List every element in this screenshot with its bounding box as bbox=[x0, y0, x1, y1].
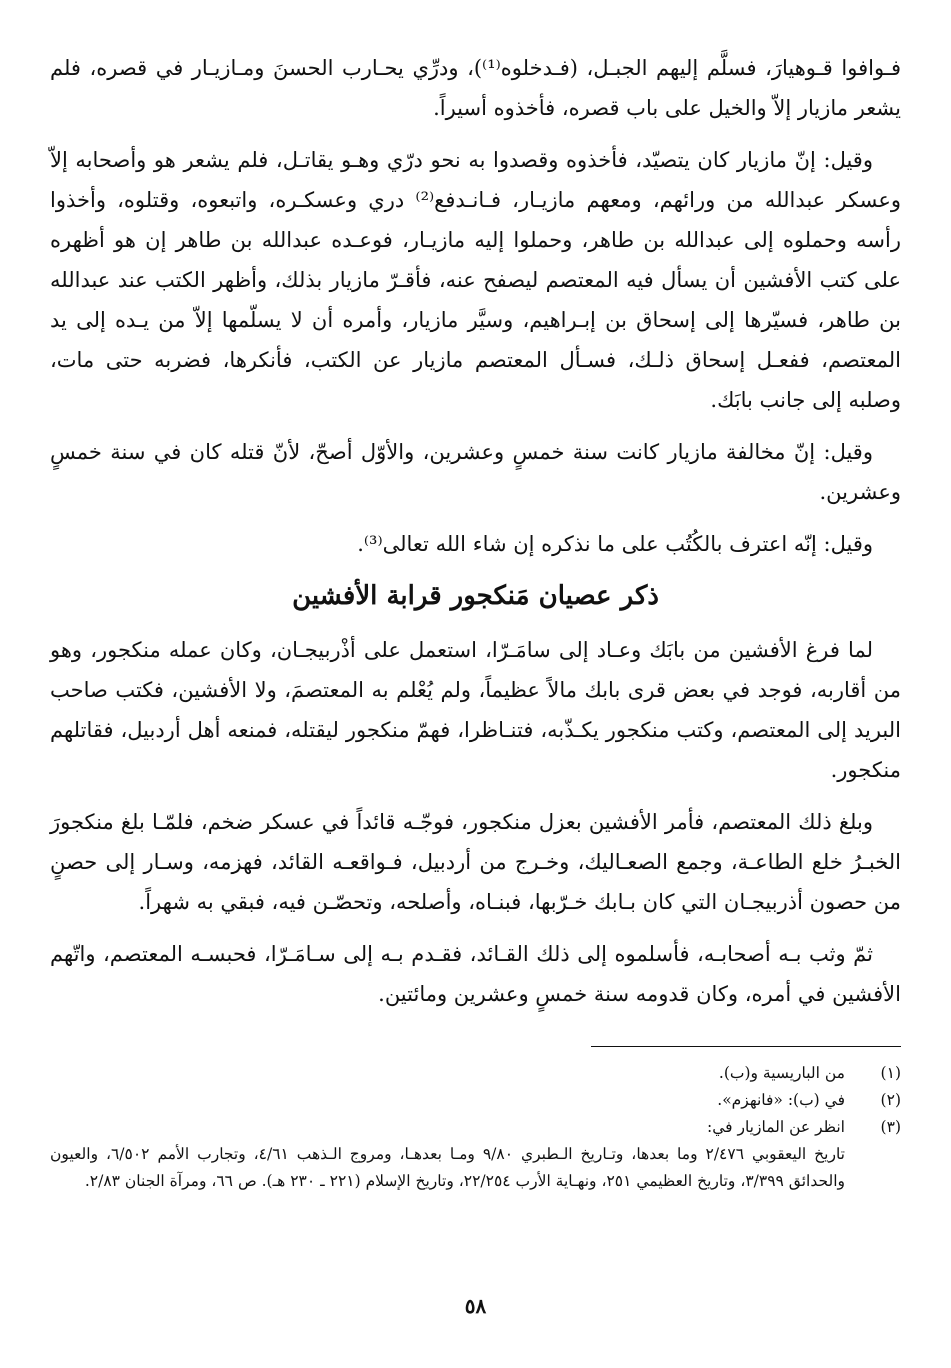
footnote-number: (٢) bbox=[880, 1091, 901, 1109]
paragraph: وقيل: إنّ مازيار كان يتصيّد، فأخذوه وقصدوا به نحو درّي وهـو يقاتـل، فلم يشعر هو وأصحابه إلاّ وعسكر عبدالله من ورائهم، ومعهم مازيـار، فـانـدفع⁽²⁾ دري وعسكـره، واتبعوه، وقتلوه، وأخذوا رأسه وحملوه إلى عبدالله بن طاهر، وحملوا إليه مازيـار، فوعـده عبدالله بن طاهر إن هو أظهره على كتب الأفشين أن يسأل فيه المعتصم ليصفح عنه، فأقـرّ مازيار بذلك، وأظهر الكتب عند عبدالله بن طاهر، فسيّرها إلى إسحاق بن إبـراهيم، وسيَّر مازيار، وأمره أن لا يسلّمها إلاّ من يـده إلى يد المعتصم، ففعـل إسحاق ذلـك، فسـأل المعتصم مازيار عن الكتب، فأنكرها، فضربه حتى مات، وصلبه إلى جانب بابَك. bbox=[50, 148, 901, 412]
footnotes bbox=[50, 1060, 901, 1195]
paragraph: وبلغ ذلك المعتصم، فأمر الأفشين بعزل منكجور، فوجّـه قائداً في عسكر ضخم، فلمّـا بلغ منكجورَ الخبـرُ خلع الطاعـة، وجمع الصعـاليك، وخـرج من أردبيل، فـواقعـه القائد، فهزمه، وسـار إلى حصنٍ من حصون أذربيجـان التي كان بـابك خـرّبها، فبنـاه، وأصلحه، وتحصّـن فيه، فبقي به شهراً. bbox=[50, 810, 901, 914]
page-number: ٥٨ bbox=[464, 1294, 487, 1318]
paragraph: فـوافوا قـوهيارَ، فسلَّم إليهم الجبـل، (فـدخلوه⁽¹⁾)، ودرِّي يحـارب الحسنَ ومـازيـار في قصره، فلم يشعر مازيار إلاّ والخيل على باب قصره، فأخذوه أسيراً. bbox=[50, 56, 901, 120]
footnote bbox=[50, 1060, 901, 1087]
footnote-text: في (ب): «فانهزم». bbox=[717, 1091, 845, 1109]
footnote-divider bbox=[591, 1046, 901, 1047]
footnote-sources: تاريخ اليعقوبي ٢/٤٧٦ وما بعدها، وتـاريخ الـطبري ٩/٨٠ ومـا بعدهـا، ومروج الـذهب ٤/٦١، وتجارب الأمم ٦/٥٠٢، والعيون والحدائق ٣/٣٩٩، وتاريخ العظيمي ٢٥١، ونهـاية الأرب ٢٢/٢٥٤، وتاريخ الإسلام (٢٢١ ـ ٢٣٠ هـ). ص ٦٦، ومرآة الجنان ٢/٨٣. bbox=[50, 1145, 845, 1190]
paragraph: وقيل: إنّه اعترف بالكُتُب على ما نذكره إن شاء الله تعالى⁽³⁾. bbox=[357, 532, 873, 556]
footnote bbox=[50, 1087, 901, 1114]
section-heading: ذكر عصيان مَنكجور قرابة الأفشين bbox=[292, 581, 659, 611]
paragraph: لما فرغ الأفشين من بابَك وعـاد إلى سامَـرّا، استعمل على أذْربيجـان، وكان عمله منكجور، وهو من أقاربه، فوجد في بعض قرى بابك مالاً عظيماً، ولم يُعْلم به المعتصمَ، ولا الأفشين، فكتب صاحب البريد إلى المعتصم، وكتب منكجور يكـذّبه، فتنـاظرا، فهمّ منكجور ليقتله، فمنعه أهل أردبيل، فقاتلهم منكجور. bbox=[50, 638, 901, 782]
footnote-number: (٣) bbox=[880, 1118, 901, 1136]
main-text bbox=[50, 48, 901, 1026]
footnote bbox=[50, 1114, 901, 1141]
footnote-number: (١) bbox=[880, 1064, 901, 1082]
footnote-text: من الباريسية و(ب). bbox=[718, 1064, 845, 1082]
paragraph: ثمّ وثب بـه أصحابـه، فأسلموه إلى ذلك القـائد، فقـدم بـه إلى سـامَـرّا، فحبسـه المعتصم، واتّهم الأفشين في أمره، وكان قدومه سنة خمسٍ وعشرين ومائتين. bbox=[50, 942, 901, 1006]
footnote-text: انظر عن المازيار في: bbox=[707, 1118, 845, 1136]
paragraph: وقيل: إنّ مخالفة مازيار كانت سنة خمسٍ وعشرين، والأوّل أصحّ، لأنّ قتله كان في سنة خمسٍ وعشرين. bbox=[50, 440, 901, 504]
